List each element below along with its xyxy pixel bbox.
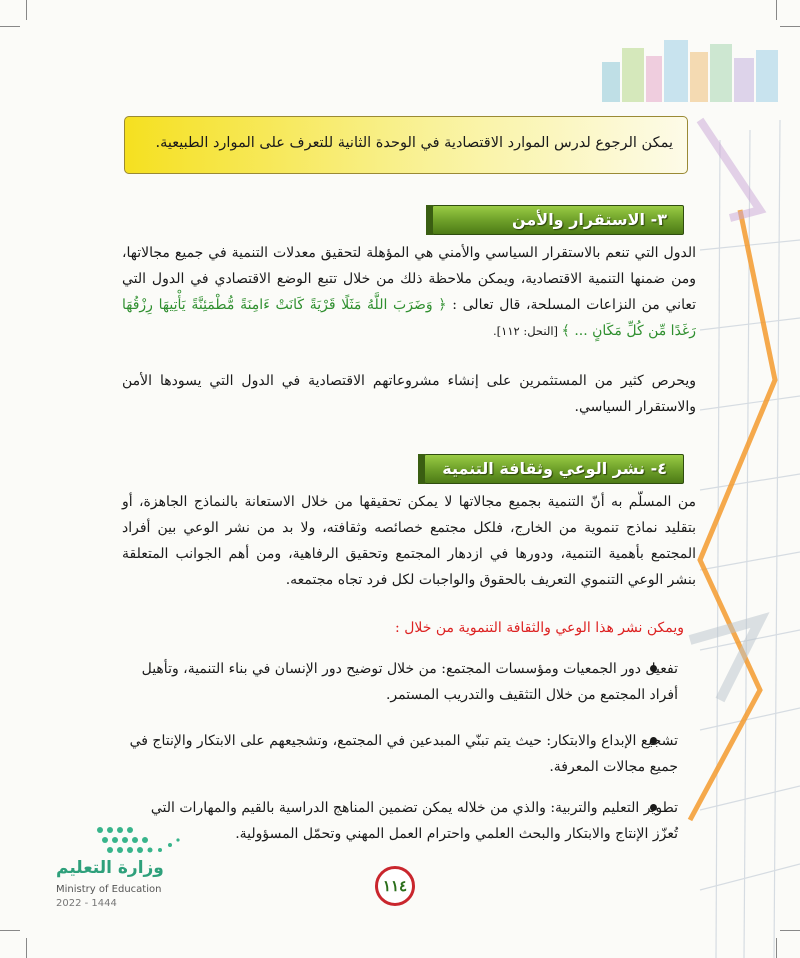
section-3-paragraph xyxy=(122,240,696,344)
reference-note-box xyxy=(124,116,688,174)
ministry-name-english: Ministry of Education xyxy=(56,884,162,895)
graph-grid xyxy=(700,120,800,958)
section-3-paragraph-2: ويحرص كثير من المستثمرين على إنشاء مشروعاتهم الاقتصادية في الدول التي يسودها الأمن والاستقرار السياسي. xyxy=(122,373,696,415)
purple-arrow xyxy=(700,120,760,218)
note-text: يمكن الرجوع لدرس الموارد الاقتصادية في الوحدة الثانية للتعرف على الموارد الطبيعية. xyxy=(155,135,673,151)
edition-year: 2022 - 1444 xyxy=(56,898,117,909)
city-buildings-illustration xyxy=(602,40,778,102)
verse-citation: [النحل: ١١٢]. xyxy=(493,324,562,338)
ministry-name-arabic: وزارة التعليم xyxy=(56,858,164,878)
section-3-text: الدول التي تنعم بالاستقرار السياسي والأمني هي المؤهلة لتحقيق معدلات التنمية في جميع مجالاتها، ومن ضمنها التنمية الاقتصادية، ويمكن ملاحظة ذلك من خلال تتبع الوضع الاقتصادي في الدول التي تعاني من النزاعات المسلحة، قال تعالى : xyxy=(122,245,696,313)
bullet-item: تفعيل دور الجمعيات ومؤسسات المجتمع: من خلال توضيح دور الإنسان في بناء التنمية، وتأهيل أفراد المجتمع من خلال التثقيف والتدريب المستمر. xyxy=(141,661,678,703)
section-3-heading: ٣- الاستقرار والأمن xyxy=(432,205,684,235)
orange-zigzag-arrow xyxy=(690,210,775,820)
bullet-item: تطوير التعليم والتربية: والذي من خلاله يمكن تضمين المناهج الدراسية بالقيم والمهارات التي تُعزّز الإنتاج والابتكار والبحث العلمي واحترام العمل المهني وتحمّل المسؤولية. xyxy=(150,800,678,842)
section-4-paragraph: من المسلّم به أنّ التنمية بجميع مجالاتها لا يمكن تحقيقها من خلال الاستعانة بالنماذج الجاهزة، أو بتقليد نماذج تنموية من الخارج، فلكل مجتمع خصائصه وثقافته، ولا بد من نشر الوعي بين أفراد المجتمع بأهمية التنمية، ودورها في ازدهار المجتمع وتحقيق الرفاهية، ومن أهم الجوانب المتعلقة بنشر الوعي التنموي التعريف بالحقوق والواجبات لكل فرد تجاه مجتمعه. xyxy=(122,494,696,588)
section-4-subheading: ويمكن نشر هذا الوعي والثقافة التنموية من خلال : xyxy=(395,620,684,636)
quran-verse: ﴿ وَضَرَبَ اللَّهُ مَثَلًا قَرْيَةً كَانَتْ ءَامِنَةً مُّطْمَئِنَّةً يَأْتِيهَا رِزْقُهَا رَغَدًا مِّن كُلِّ مَكَانٍ ... ﴾ xyxy=(122,297,696,339)
gray-arrow xyxy=(690,620,760,700)
page-number: ١١٤ xyxy=(375,866,415,906)
section-4-heading: ٤- نشر الوعي وثقافة التنمية xyxy=(424,454,684,484)
bullet-item: تشجيع الإبداع والابتكار: حيث يتم تبنّي المبدعين في المجتمع، وتشجيعهم على الابتكار والإنتاج في جميع مجالات المعرفة. xyxy=(129,733,678,775)
